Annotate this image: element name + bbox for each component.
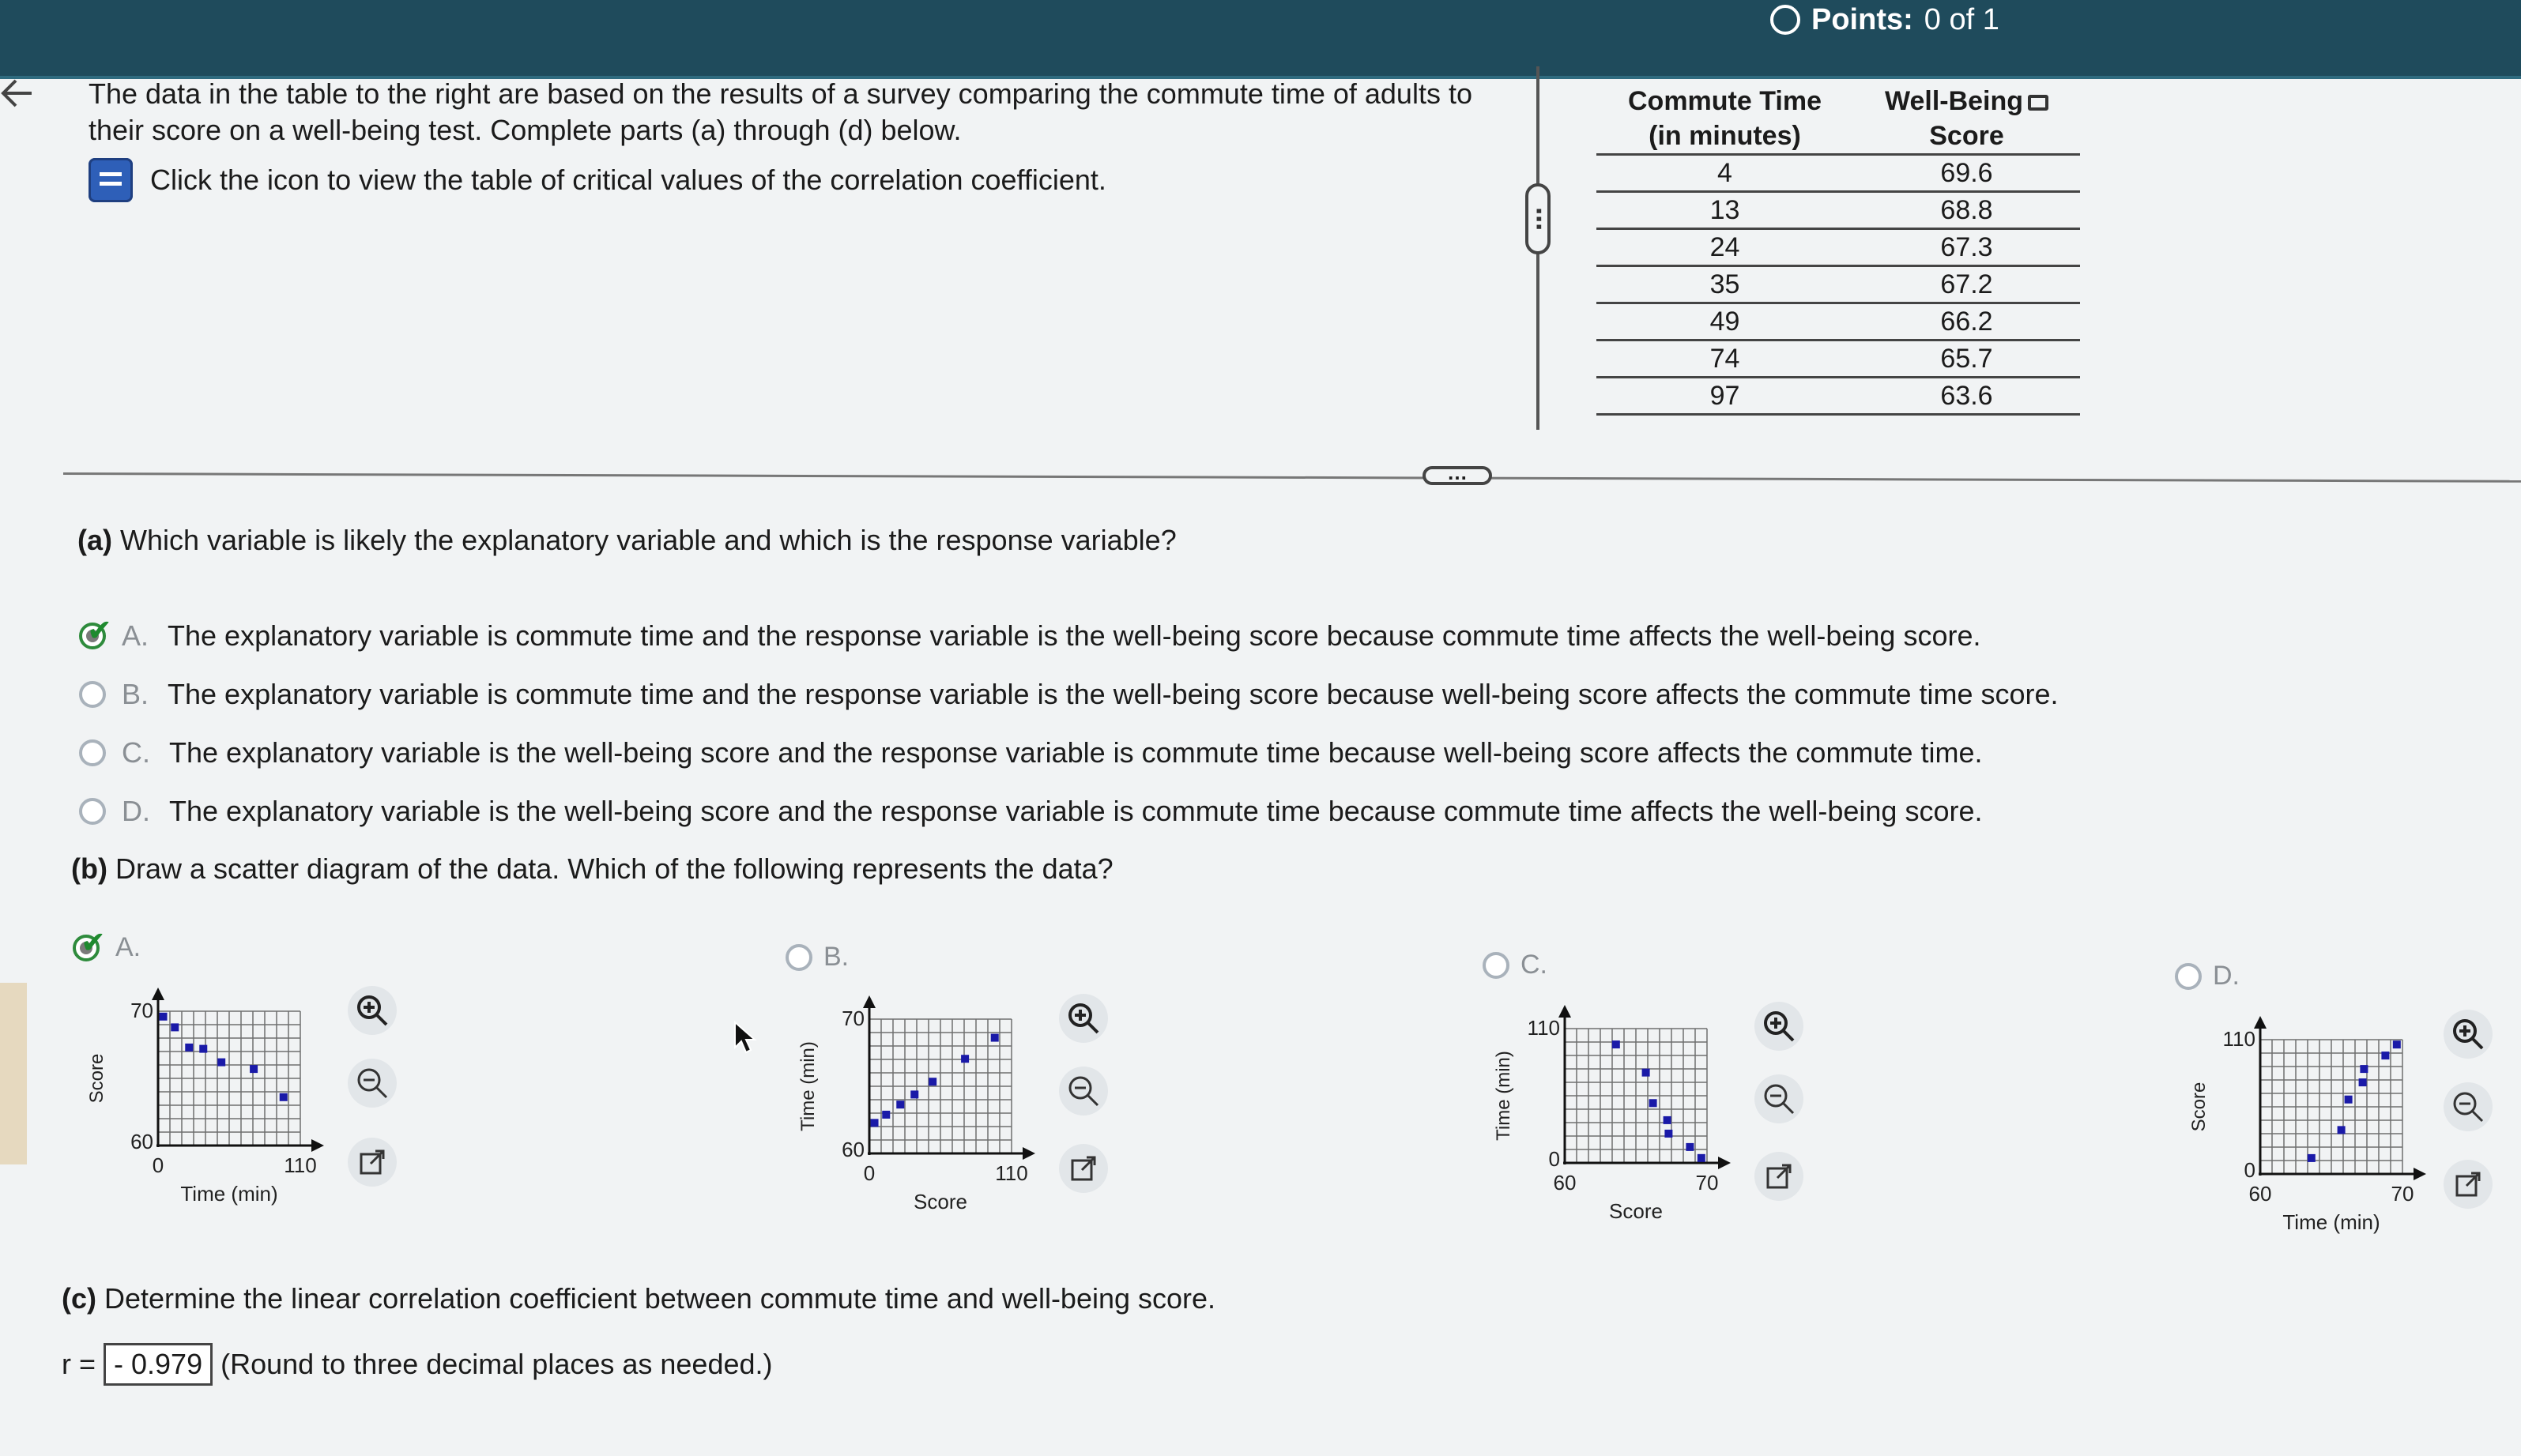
data-point [2338,1126,2346,1134]
graph-option-c[interactable] [1483,950,1547,980]
zoom-in-icon[interactable] [2444,1010,2493,1059]
x-max-label: 110 [995,1161,1028,1185]
data-point [896,1100,904,1108]
round-hint: (Round to three decimal places as needed.) [220,1348,773,1380]
data-point [1642,1069,1650,1077]
data-point [1649,1099,1657,1107]
graph-c-radio-icon[interactable] [1483,952,1509,979]
external-link-icon[interactable] [348,1138,397,1187]
option-letter: A. [122,619,149,652]
zoom-out-icon[interactable] [1754,1074,1803,1123]
data-point [2345,1096,2353,1104]
data-point [991,1034,999,1042]
back-arrow-icon[interactable] [0,70,35,134]
side-tab[interactable] [0,983,27,1164]
time-cell: 13 [1596,192,1853,229]
data-point [280,1093,288,1101]
time-cell: 24 [1596,229,1853,266]
x-min-label: 0 [863,1161,876,1185]
score-cell: 68.8 [1853,192,2080,229]
part-a-question [77,523,1177,558]
part-b-text: Draw a scatter diagram of the data. Which of the following represents the data? [115,852,1114,885]
data-point [250,1065,258,1073]
table-row [1596,340,2080,378]
external-link-icon[interactable] [1059,1144,1108,1193]
part-a-text: Which variable is likely the explanatory variable and which is the response variable? [120,524,1177,556]
x-axis-arrow [1023,1147,1035,1160]
scatter-graph-c [1486,997,1770,1242]
y-axis-arrow [152,988,164,1000]
zoom-in-icon[interactable] [348,986,397,1035]
y-min-label: 60 [842,1138,865,1161]
y-min-label: 60 [130,1130,153,1153]
zoom-out-icon[interactable] [348,1059,397,1108]
zoom-out-icon[interactable] [2444,1082,2493,1131]
r-answer-input[interactable]: - 0.979 [104,1343,213,1386]
data-point [2360,1065,2368,1073]
y-max-label: 110 [1527,1016,1560,1040]
data-point [1686,1143,1694,1151]
part-c-label: (c) [62,1282,96,1315]
part-c-answer-row [62,1343,773,1386]
vertical-resize-handle[interactable]: ⋯ [1525,183,1551,254]
data-point [882,1111,890,1119]
part-c-text: Determine the linear correlation coefficient between commute time and well-being score. [104,1282,1216,1315]
x-axis-arrow [2414,1168,2426,1180]
data-point [160,1013,168,1021]
x-min-label: 60 [2248,1182,2272,1206]
part-c-question [62,1281,1215,1316]
time-cell: 49 [1596,303,1853,340]
graph-option-a[interactable] [73,932,141,963]
x-axis-arrow [311,1139,324,1152]
external-link-icon[interactable] [2444,1160,2493,1209]
y-max-label: 70 [130,999,153,1022]
scatter-graph-d [2181,1008,2466,1253]
horizontal-resize-handle[interactable]: … [1423,466,1492,485]
y-min-label: 0 [2244,1158,2255,1182]
graph-c-letter: C. [1521,950,1547,980]
x-axis-label: Time (min) [2282,1210,2380,1234]
score-cell: 69.6 [1853,155,2080,192]
points-label: Points: [1811,2,1913,36]
table-row [1596,192,2080,229]
data-point [2381,1052,2389,1059]
graph-b-letter: B. [823,942,850,972]
radio-c-icon[interactable] [79,739,106,766]
option-letter: B. [122,678,149,710]
graph-b-radio-icon[interactable] [786,944,812,971]
graph-d-letter: D. [2213,961,2240,991]
part-b-label: (b) [71,852,107,885]
part-a-option-b[interactable] [79,678,2059,711]
x-axis-label: Score [914,1190,967,1213]
part-a-option-c[interactable] [79,736,1982,769]
data-point [1612,1040,1620,1048]
time-cell: 35 [1596,266,1853,303]
graph-d-radio-icon[interactable] [2175,963,2202,990]
y-axis-label: Time (min) [1493,1051,1514,1141]
zoom-out-icon[interactable] [1059,1067,1108,1116]
y-min-label: 0 [1548,1147,1560,1171]
points-value: 0 of 1 [1924,2,1999,36]
data-point [961,1055,969,1063]
table-row [1596,155,2080,192]
copy-icon[interactable] [2028,95,2048,111]
col1-header-2: (in minutes) [1596,119,1853,155]
score-cell: 65.7 [1853,340,2080,378]
data-point [1664,1130,1672,1138]
data-point [2359,1078,2367,1086]
data-point [185,1044,193,1052]
time-cell: 97 [1596,378,1853,415]
data-point [2393,1040,2401,1048]
critical-values-row[interactable] [89,158,1106,202]
part-a-option-d[interactable] [79,795,1982,828]
r-label: r = [62,1348,96,1380]
x-axis-label: Score [1609,1199,1663,1223]
external-link-icon[interactable] [1754,1152,1803,1201]
intro-text: The data in the table to the right are based on the results of a survey comparing the commute time of adults to their score on a well-being test. Complete parts (a) through (d) below. [89,77,1472,146]
table-row [1596,266,2080,303]
option-letter: C. [122,736,150,769]
x-min-label: 0 [152,1153,164,1177]
graph-a-letter: A. [115,932,141,962]
y-axis-arrow [2254,1016,2267,1029]
radio-b-icon[interactable] [79,681,106,708]
data-point [929,1078,936,1085]
scatter-graph-a [79,980,364,1225]
time-cell: 74 [1596,340,1853,378]
time-cell: 4 [1596,155,1853,192]
part-a-option-a[interactable] [79,619,1981,653]
critical-values-text: Click the icon to view the table of critical values of the correlation coefficient. [150,164,1106,196]
data-point [1664,1116,1671,1124]
part-b-question [71,852,1114,886]
points-indicator [1770,0,1999,40]
option-letter: D. [122,795,150,827]
score-cell: 63.6 [1853,378,2080,415]
data-point [199,1045,207,1053]
data-point [910,1090,918,1098]
x-max-label: 70 [2391,1182,2414,1206]
y-axis-label: Time (min) [797,1041,819,1131]
col2-header-1 [1853,84,2080,119]
y-axis-label: Score [2188,1082,2210,1132]
radio-d-icon[interactable] [79,798,106,825]
graph-a-radio-checked-icon[interactable] [73,935,100,961]
score-cell: 67.2 [1853,266,2080,303]
points-ring-icon [1770,5,1800,35]
x-min-label: 60 [1553,1171,1577,1195]
graph-option-d[interactable] [2175,961,2240,991]
col2-header-text: Well-Being [1884,86,2024,116]
x-max-label: 70 [1695,1171,1719,1195]
score-cell: 66.2 [1853,303,2080,340]
radio-a-checked-icon[interactable] [79,623,106,649]
data-point [1698,1154,1705,1162]
data-point [2308,1154,2316,1162]
option-text: The explanatory variable is the well-being score and the response variable is commute time because commute time affects the well-being score. [169,795,1983,827]
y-axis-label: Score [86,1053,107,1104]
col2-header-2: Score [1853,119,2080,155]
x-axis-arrow [1718,1157,1731,1169]
y-axis-arrow [863,995,876,1008]
book-icon[interactable] [89,158,133,202]
x-max-label: 110 [284,1153,317,1177]
y-max-label: 110 [2222,1027,2255,1051]
data-point [217,1059,225,1067]
data-table [1596,84,2080,416]
option-text: The explanatory variable is the well-being score and the response variable is commute time because well-being score affects the commute time. [169,736,1983,769]
table-row [1596,229,2080,266]
option-text: The explanatory variable is commute time and the response variable is the well-being score because commute time affects the well-being score. [168,619,1981,652]
data-point [871,1119,879,1127]
col1-header-1: Commute Time [1628,86,1822,116]
graph-option-b[interactable] [786,942,849,973]
zoom-in-icon[interactable] [1059,994,1108,1043]
option-text: The explanatory variable is commute time and the response variable is the well-being score because well-being score affects the commute time score. [168,678,2059,710]
part-a-label: (a) [77,524,112,556]
data-point [171,1023,179,1031]
zoom-in-icon[interactable] [1754,1002,1803,1051]
y-max-label: 70 [842,1006,865,1030]
score-cell: 67.3 [1853,229,2080,266]
scatter-graph-b [790,988,1075,1232]
y-axis-arrow [1558,1005,1571,1018]
table-row [1596,378,2080,415]
pointer-cursor-icon [733,1021,757,1059]
top-bar [0,0,2521,79]
x-axis-label: Time (min) [180,1182,278,1206]
table-row [1596,303,2080,340]
